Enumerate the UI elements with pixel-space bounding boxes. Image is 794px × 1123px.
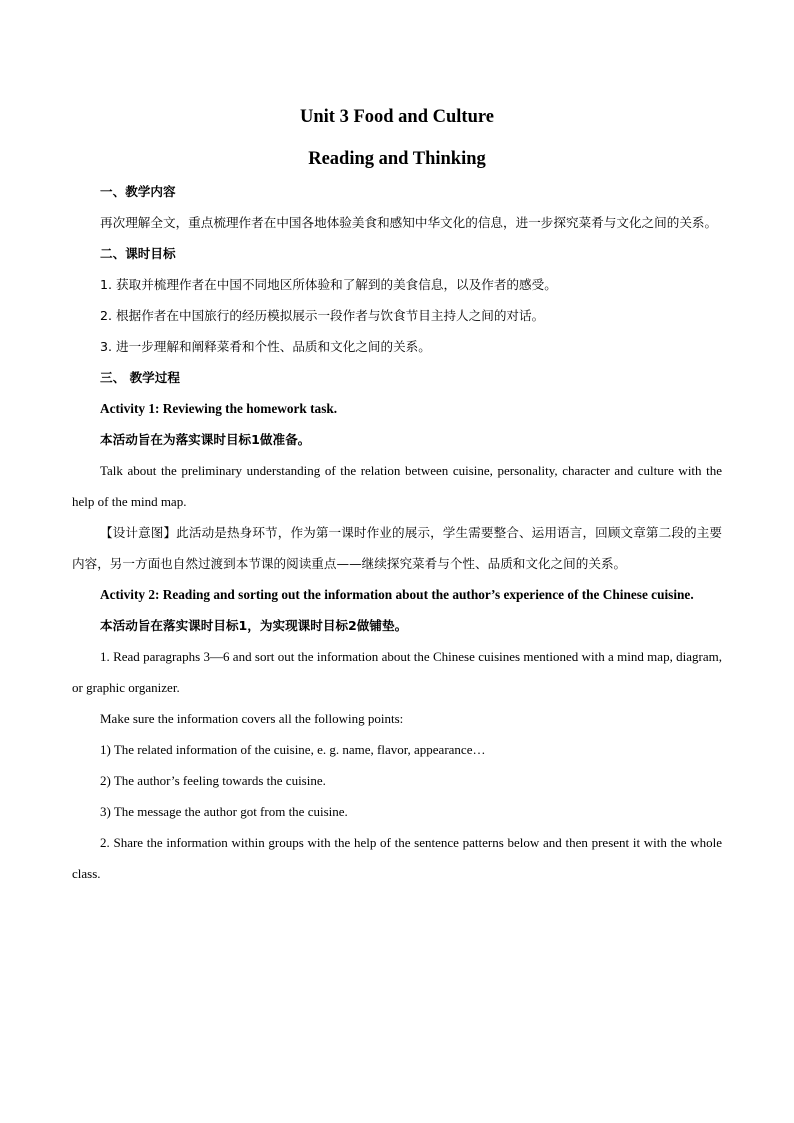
activity2-point: 1) The related information of the cuisine, e. g. name, flavor, appearance…: [100, 742, 486, 757]
activity1-aim: 本活动旨在为落实课时目标1做准备。: [100, 432, 311, 447]
activity1-title: Activity 1: Reviewing the homework task.: [100, 401, 338, 416]
document-subtitle: Reading and Thinking: [308, 149, 486, 169]
activity2-point: 3) The message the author got from the cuisine.: [100, 804, 348, 819]
activity2-title: Activity 2: Reading and sorting out the information about the author’s experience of the Chinese cuisine.: [100, 587, 694, 602]
activity2-step2: 2. Share the information within groups with the help of the sentence patterns below and then present it with the whole class.: [72, 835, 722, 881]
activity2-aim: 本活动旨在落实课时目标1，为实现课时目标2做铺垫。: [100, 618, 408, 633]
section3-heading: 三、 教学过程: [100, 370, 180, 385]
activity1-text: Talk about the preliminary understanding of the relation between cuisine, personality, character and culture with the help of the mind map.: [72, 463, 722, 509]
goal-item: 3. 进一步理解和阐释菜肴和个性、品质和文化之间的关系。: [100, 339, 431, 354]
activity1-design: 【设计意图】此活动是热身环节，作为第一课时作业的展示，学生需要整合、运用语言，回顾文章第二段的主要内容，另一方面也自然过渡到本节课的阅读重点——继续探究菜肴与个性、品质和文化之间的关系。: [72, 525, 722, 571]
goal-item: 1. 获取并梳理作者在中国不同地区所体验和了解到的美食信息，以及作者的感受。: [100, 277, 557, 292]
document-page: [72, 100, 722, 889]
goal-item: 2. 根据作者在中国旅行的经历模拟展示一段作者与饮食节目主持人之间的对话。: [100, 308, 545, 323]
section1-text: 再次理解全文，重点梳理作者在中国各地体验美食和感知中华文化的信息，进一步探究菜肴与文化之间的关系。: [100, 215, 718, 230]
section2-heading: 二、课时目标: [100, 246, 176, 261]
activity2-step1: 1. Read paragraphs 3—6 and sort out the information about the Chinese cuisines mentioned with a mind map, diagram, or graphic organizer.: [72, 649, 722, 695]
activity2-point: 2) The author’s feeling towards the cuisine.: [100, 773, 326, 788]
activity2-make-sure: Make sure the information covers all the following points:: [100, 711, 404, 726]
section1-heading: 一、教学内容: [100, 184, 176, 199]
document-title: Unit 3 Food and Culture: [300, 107, 494, 127]
